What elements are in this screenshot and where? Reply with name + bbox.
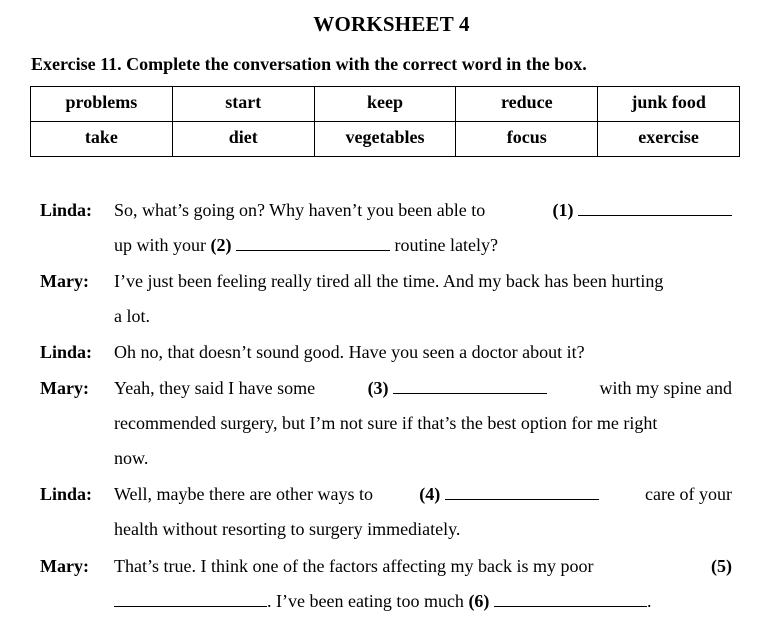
answer-blank-5[interactable] — [114, 590, 267, 607]
blank-group — [553, 198, 733, 222]
dialogue-word: care of your — [645, 484, 732, 504]
speaker-label: Mary: — [40, 556, 89, 576]
blank-group — [419, 482, 599, 506]
speaker-label: Linda: — [40, 200, 93, 220]
word-box-cell: diet — [172, 122, 314, 157]
dialogue-line — [114, 376, 732, 400]
blank-number: (6) — [468, 591, 490, 611]
dialogue-word: . I’ve been eating too much — [267, 591, 464, 611]
answer-blank-1[interactable] — [578, 199, 732, 216]
dialogue-line — [114, 482, 732, 506]
dialogue-line: Oh no, that doesn’t sound good. Have you seen a doctor about it? — [114, 342, 585, 362]
speaker-label: Linda: — [40, 484, 93, 504]
blank-number: (2) — [210, 235, 232, 255]
dialogue-line: recommended surgery, but I’m not sure if that’s the best option for me right — [114, 413, 658, 433]
word-box-cell: focus — [456, 122, 598, 157]
answer-blank-3[interactable] — [393, 377, 547, 394]
dialogue-word: That’s true. I think one of the factors affecting my back is my poor — [114, 556, 594, 576]
word-box-row — [31, 122, 740, 157]
word-box-cell: problems — [31, 87, 173, 122]
word-box-cell: vegetables — [314, 122, 456, 157]
worksheet-title: WORKSHEET 4 — [313, 12, 470, 36]
dialogue-word: . — [646, 591, 652, 611]
dialogue-line: I’ve just been feeling really tired all the time. And my back has been hurting — [114, 271, 664, 291]
exercise-instruction: Exercise 11. Complete the conversation with the correct word in the box. — [31, 54, 587, 74]
dialogue-line: health without resorting to surgery immediately. — [114, 519, 461, 539]
answer-blank-2[interactable] — [236, 234, 390, 251]
speaker-label: Linda: — [40, 342, 93, 362]
dialogue-line — [114, 589, 651, 613]
dialogue-line — [114, 554, 732, 578]
dialogue-line: now. — [114, 448, 149, 468]
word-box-table — [30, 86, 740, 157]
dialogue-word: with my spine and — [599, 378, 732, 398]
word-box-cell: start — [172, 87, 314, 122]
dialogue-word: Well, maybe there are other ways to — [114, 484, 373, 504]
blank-number: (3) — [367, 378, 389, 398]
answer-blank-6[interactable] — [494, 590, 647, 607]
dialogue-line: a lot. — [114, 306, 150, 326]
word-box-cell: junk food — [598, 87, 740, 122]
dialogue-word: routine lately? — [394, 235, 498, 255]
blank-number: (1) — [552, 200, 574, 220]
word-box-cell: reduce — [456, 87, 598, 122]
speaker-label: Mary: — [40, 271, 89, 291]
dialogue-word: Yeah, they said I have some — [114, 378, 316, 398]
blank-number: (5) — [711, 556, 732, 576]
blank-group — [368, 376, 548, 400]
blank-number: (4) — [419, 484, 441, 504]
word-box-cell: take — [31, 122, 173, 157]
word-box-cell: exercise — [598, 122, 740, 157]
dialogue-word: up with your — [114, 235, 206, 255]
word-box-cell: keep — [314, 87, 456, 122]
word-box-row — [31, 87, 740, 122]
dialogue-word: So, what’s going on? Why haven’t you been able to — [114, 200, 486, 220]
dialogue-line — [114, 233, 498, 257]
answer-blank-4[interactable] — [445, 483, 599, 500]
speaker-label: Mary: — [40, 378, 89, 398]
dialogue-line — [114, 198, 732, 222]
